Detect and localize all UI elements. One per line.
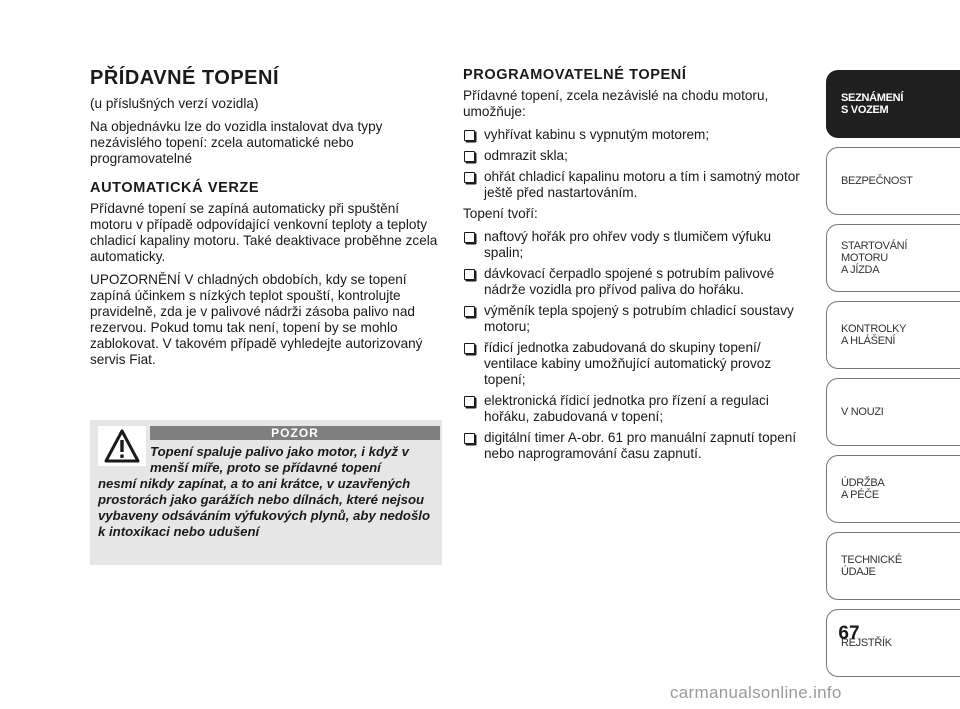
page-number: 67 [838,623,860,644]
section-subtitle: (u příslušných verzí vozidla) [90,96,259,111]
tab-v-nouzi[interactable] [826,378,960,446]
list-item: vyhřívat kabinu s vypnutým motorem; [463,127,813,143]
intro-paragraph: Na objednávku lze do vozidla instalovat dva typy nezávislého topení: zcela automatické nebo programovatelné [90,119,383,166]
tab-bezpecnost[interactable] [826,147,960,215]
tab-label: TECHNICKÉ ÚDAJE [841,554,902,578]
chapter-tabs [826,70,960,686]
warning-label: POZOR [150,426,440,440]
section-title: PŘÍDAVNÉ TOPENÍ [90,67,280,89]
list-item: dávkovací čerpadlo spojené s potrubím palivové nádrže vozidla pro přívod paliva do hořáku. [463,266,813,298]
tab-label: V NOUZI [841,406,884,418]
tab-startovani[interactable] [826,224,960,292]
tab-label: REJSTŘÍK [841,637,892,649]
list-item: digitální timer A-obr. 61 pro manuální zapnutí topení nebo naprogramování času zapnutí. [463,430,813,462]
list-item: řídicí jednotka zabudovaná do skupiny topení/ ventilace kabiny umožňující automatický provoz topení; [463,340,813,388]
tab-label: STARTOVÁNÍ MOTORU A JÍZDA [841,240,908,276]
uses-list [463,127,813,201]
watermark: carmanualsonline.info [670,683,842,702]
parts-heading: Topení tvoří: [463,206,538,221]
right-column [463,66,813,467]
list-item: ohřát chladicí kapalinu motoru a tím i samotný motor ještě před nastartováním. [463,169,813,201]
note-paragraph: UPOZORNĚNÍ V chladných obdobích, kdy se topení zapíná účinkem s nízkých teplot spouští, kontrolujte pravidelně, zda je v palivové nádrži zásoba palivo nad rezervou. Pokud tomu tak není, topení by se mohlo zablokovat. V takovém případě vyhledejte autorizovaný servis Fiat. [90,272,423,367]
tab-kontrolky[interactable] [826,301,960,369]
left-column [90,66,442,375]
warning-text [98,444,434,540]
programmable-intro: Přídavné topení, zcela nezávislé na chodu motoru, umožňuje: [463,88,769,119]
tab-label: SEZNÁMENÍ S VOZEM [841,92,904,116]
tab-label: ÚDRŽBA A PÉČE [841,477,885,501]
tab-seznameni[interactable] [826,70,960,138]
warning-text-rest: nesmí nikdy zapínat, a to ani krátce, v uzavřených prostorách jako garážích nebo dílnách, které nejsou vybaveny odsáváním výfukových plynů, aby nedošlo k intoxikaci nebo udušení [98,476,430,539]
automatic-version-paragraph: Přídavné topení se zapíná automaticky při spuštění motoru v případě odpovídající venkovní teploty a teploty chladicí kapaliny motoru. Také deaktivace proběhne zcela automaticky. [90,201,438,264]
list-item: odmrazit skla; [463,148,813,164]
tab-technicke-udaje[interactable] [826,532,960,600]
list-item: elektronická řídicí jednotka pro řízení a regulaci hořáku, zabudovaná v topení; [463,393,813,425]
tab-udrzba[interactable] [826,455,960,523]
tab-label: BEZPEČNOST [841,175,913,187]
warning-box [90,420,442,565]
warning-text-first: Topení spaluje palivo jako motor, i když v menší míře, proto se přídavné topení [150,444,409,475]
tab-label: KONTROLKY A HLÁŠENÍ [841,323,907,347]
parts-list [463,229,813,462]
automatic-version-heading: AUTOMATICKÁ VERZE [90,180,260,196]
list-item: výměník tepla spojený s potrubím chladicí soustavy motoru; [463,303,813,335]
programmable-heading: PROGRAMOVATELNÉ TOPENÍ [463,67,687,83]
list-item: naftový hořák pro ohřev vody s tlumičem výfuku spalin; [463,229,813,261]
